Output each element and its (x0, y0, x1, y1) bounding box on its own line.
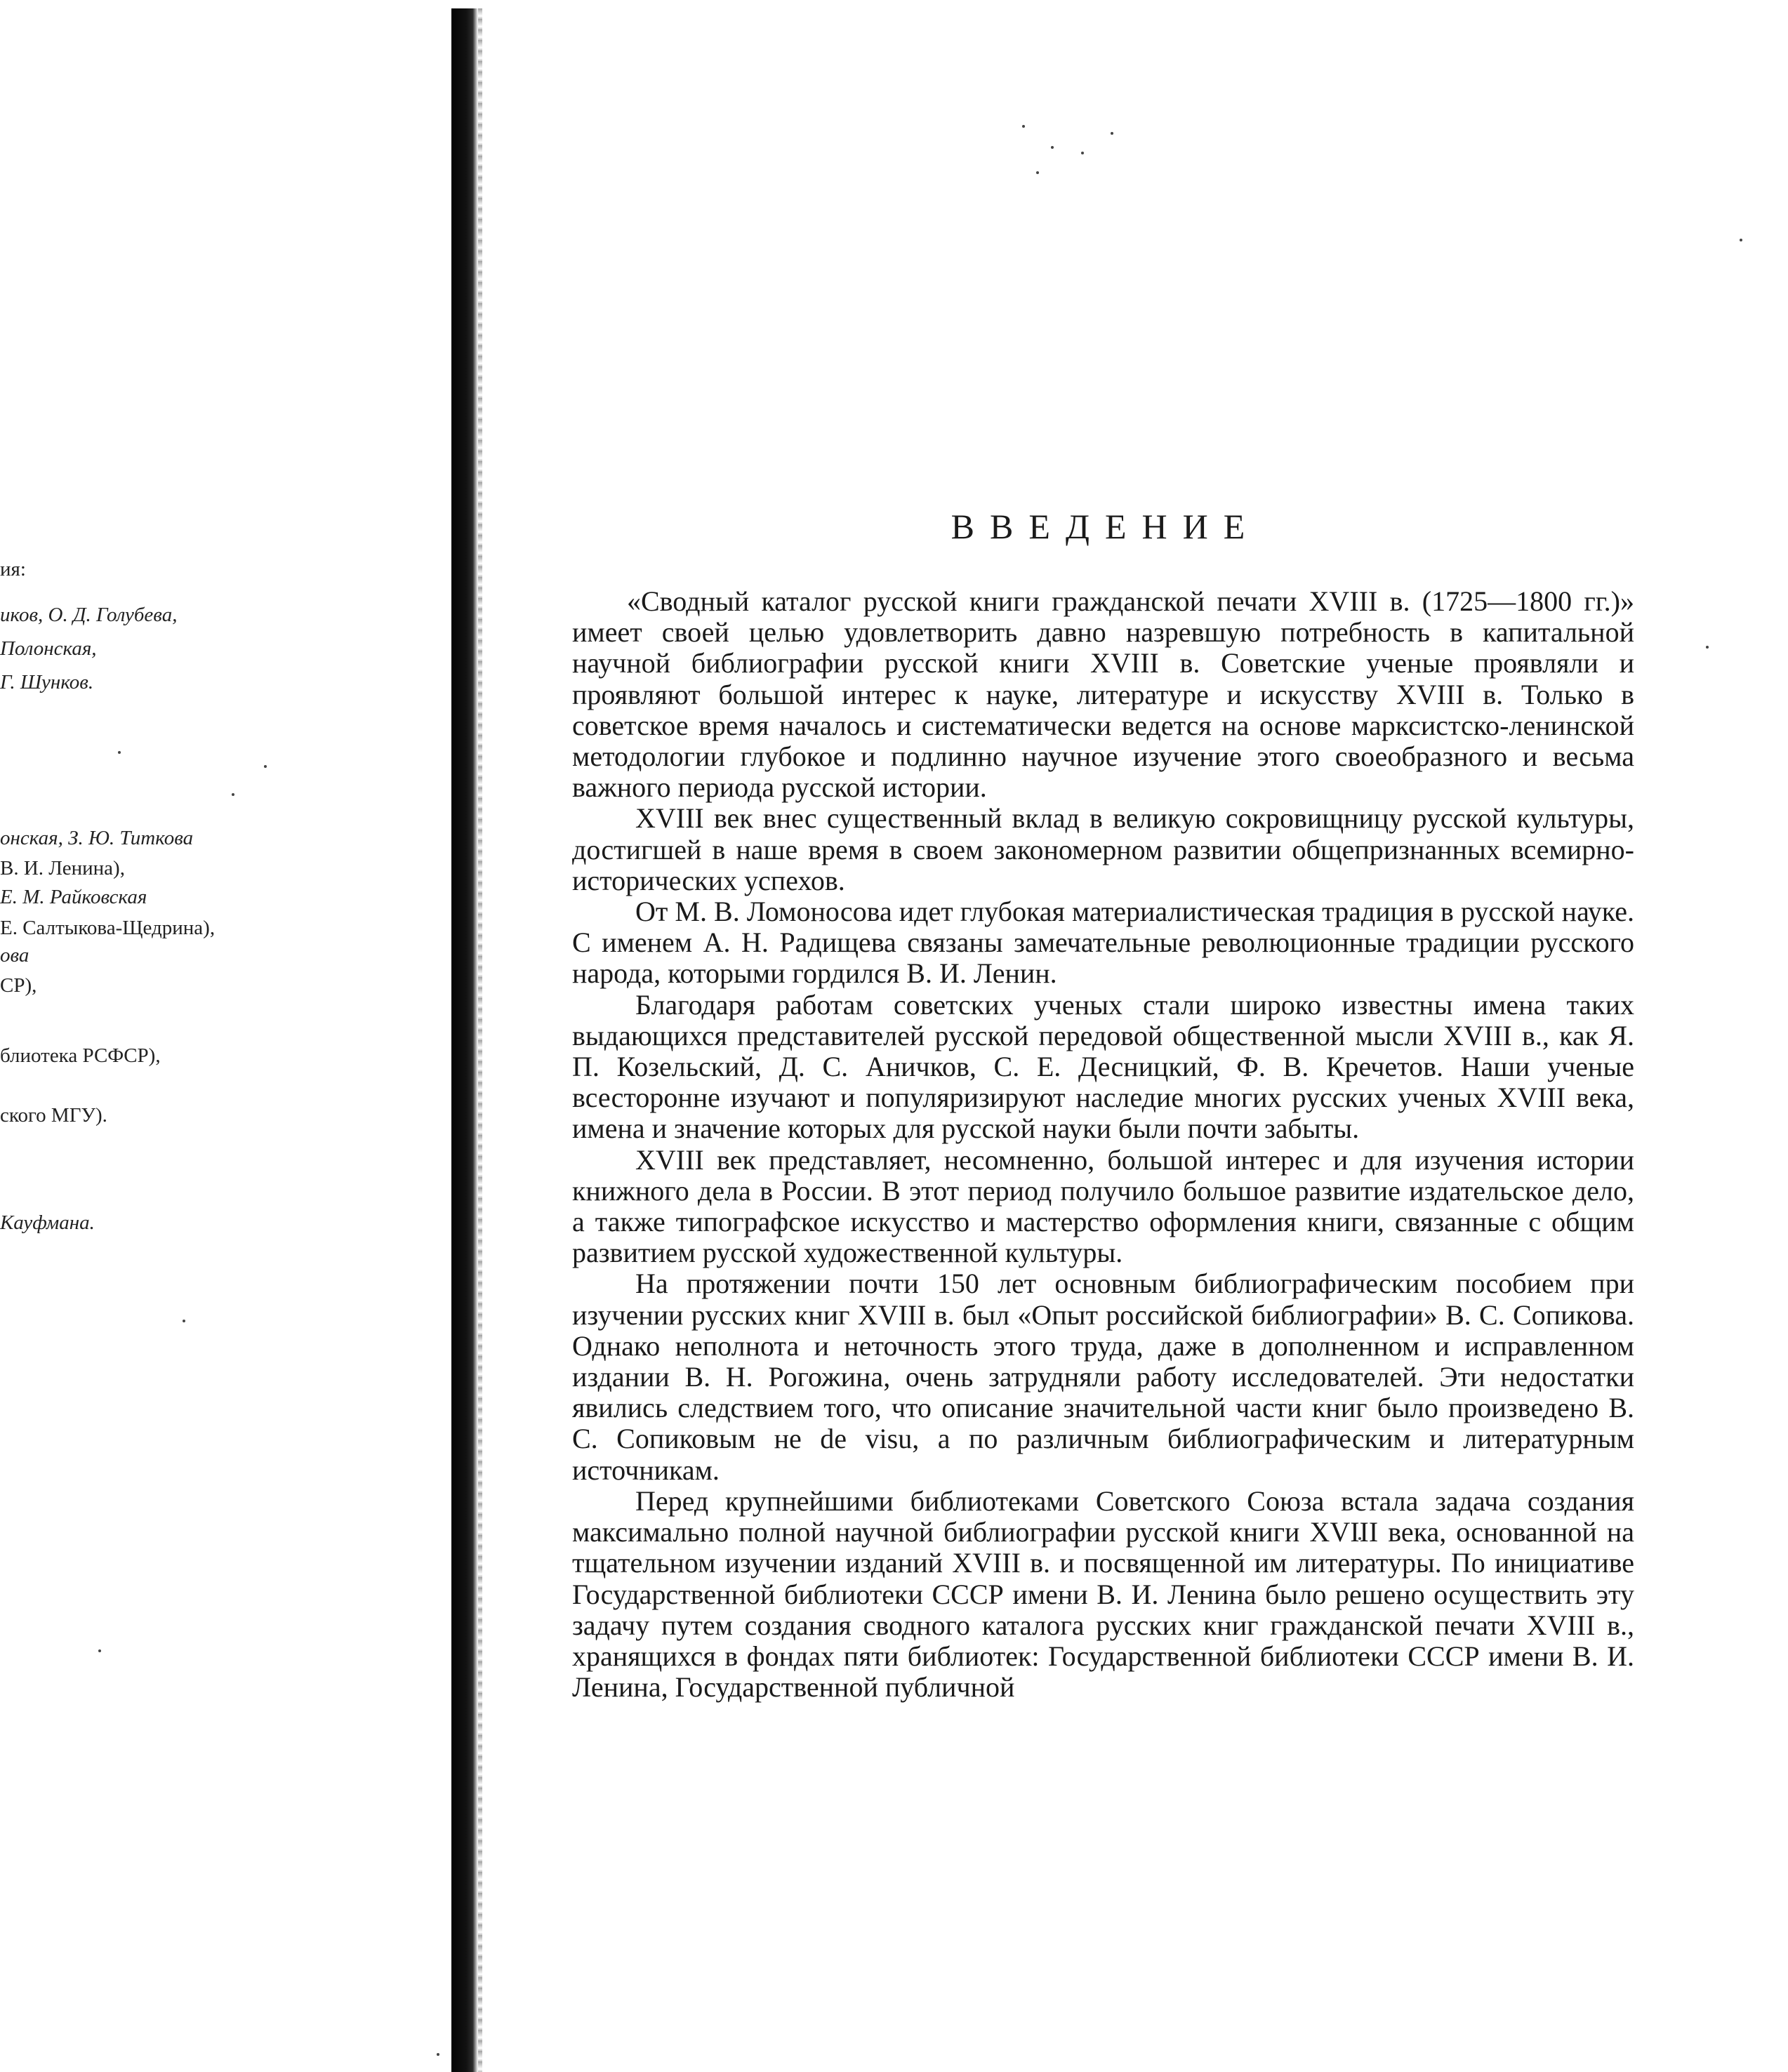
left-page-line: иков, О. Д. Голубева, (0, 604, 178, 626)
left-page-line: Е. М. Райковская (0, 886, 147, 908)
paragraph: «Сводный каталог русской книги гражданской печати XVIII в. (1725—1800 гг.)» имеет своей целью удовлетворить давно назревшую потребность в капитальной научной библиографии русской книги XVIII в. Советские ученые проявляли и проявляют большой интерес к науке, литературе и искусству XVIII в. Только в советское время началось и систематически ведется на основе марксистско-ленинской методологии глубокое и подлинно научное изучение этого своеобразного и весьма важного периода русской истории. (572, 585, 1634, 804)
paragraph: XVIII век внес существенный вклад в великую сокровищницу русской культуры, достигшей в наше время в своем закономерном развитии общепризнанных всемирно-исторических успехов. (572, 802, 1634, 896)
left-page-line: СР), (0, 974, 37, 997)
left-page-line: Кауфмана. (0, 1211, 95, 1234)
scan-speck (98, 1649, 101, 1652)
paragraph: Благодаря работам советских ученых стали широко известны имена таких выдающихся представителей русской передовой общественной мысли XVIII в., как Я. П. Козельский, Д. С. Аничков, С. Е. Десницкий, Ф. В. Кречетов. Наши ученые всесторонне изучают и популяризируют наследие многих русских ученых XVIII века, имена и значение которых для русской науки были почти забыты. (572, 988, 1634, 1145)
book-gutter-shadow (451, 8, 478, 2072)
left-page-line: ского МГУ). (0, 1104, 107, 1127)
scan-speck (118, 751, 121, 754)
scan-speck (183, 1320, 185, 1322)
left-page-line: Г. Шунков. (0, 671, 94, 693)
scan-speck (1740, 239, 1742, 241)
left-page-line: онская, З. Ю. Титкова (0, 827, 194, 849)
book-gutter-edge (478, 8, 482, 2072)
introduction-body (572, 586, 1634, 1703)
left-page-line: В. И. Ленина), (0, 857, 125, 879)
left-page-line: ия: (0, 558, 26, 580)
left-page-line: Полонская, (0, 637, 97, 660)
scan-speck (264, 765, 267, 768)
scan-speck (1706, 646, 1709, 649)
left-page-fragment (0, 0, 449, 2072)
paragraph: На протяжении почти 150 лет основным библиографическим пособием при изучении русских книг XVIII в. был «Опыт российской библиографии» В. С. Сопикова. Однако неполнота и неточность этого труда, даже в дополненном и исправленном издании В. Н. Рогожина, очень затрудняли работу исследователей. Эти недостатки явились следствием того, что описание значительной части книг было произведено В. С. Сопиковым не de visu, а по различным библиографическим и литературным источникам. (572, 1268, 1634, 1486)
scan-speck (437, 2053, 439, 2056)
page-title: ВВЕДЕНИЕ (951, 507, 1261, 546)
main-page (572, 0, 1639, 2072)
paragraph: Перед крупнейшими библиотеками Советского Союза встала задача создания максимально полной научной библиографии русской книги XVIII века, основанной на тщательном изучении изданий XVIII в. и посвященной им литературы. По инициативе Государственной библиотеки СССР имени В. И. Ленина было решено осуществить эту задачу путем создания сводного каталога русских книг гражданской печати XVIII в., хранящихся в фондах пяти библиотек: Государственной библиотеки СССР имени В. И. Ленина, Государственной публичной (572, 1485, 1634, 1704)
left-page-line: ова (0, 944, 29, 967)
left-page-line: Е. Салтыкова-Щедрина), (0, 917, 216, 939)
left-page-line: блиотека РСФСР), (0, 1044, 161, 1067)
scan-speck (232, 793, 234, 796)
paragraph: XVIII век представляет, несомненно, большой интерес и для изучения истории книжного дела в России. В этот период получило большое развитие издательское дело, а также типографское искусство и мастерство оформления книги, связанные с общим развитием русской художественной культуры. (572, 1143, 1634, 1269)
paragraph: От М. В. Ломоносова идет глубокая материалистическая традиция в русской науке. С именем А. Н. Радищева связаны замечательные революционные традиции русского народа, которыми гордился В. И. Ленин. (572, 896, 1634, 990)
